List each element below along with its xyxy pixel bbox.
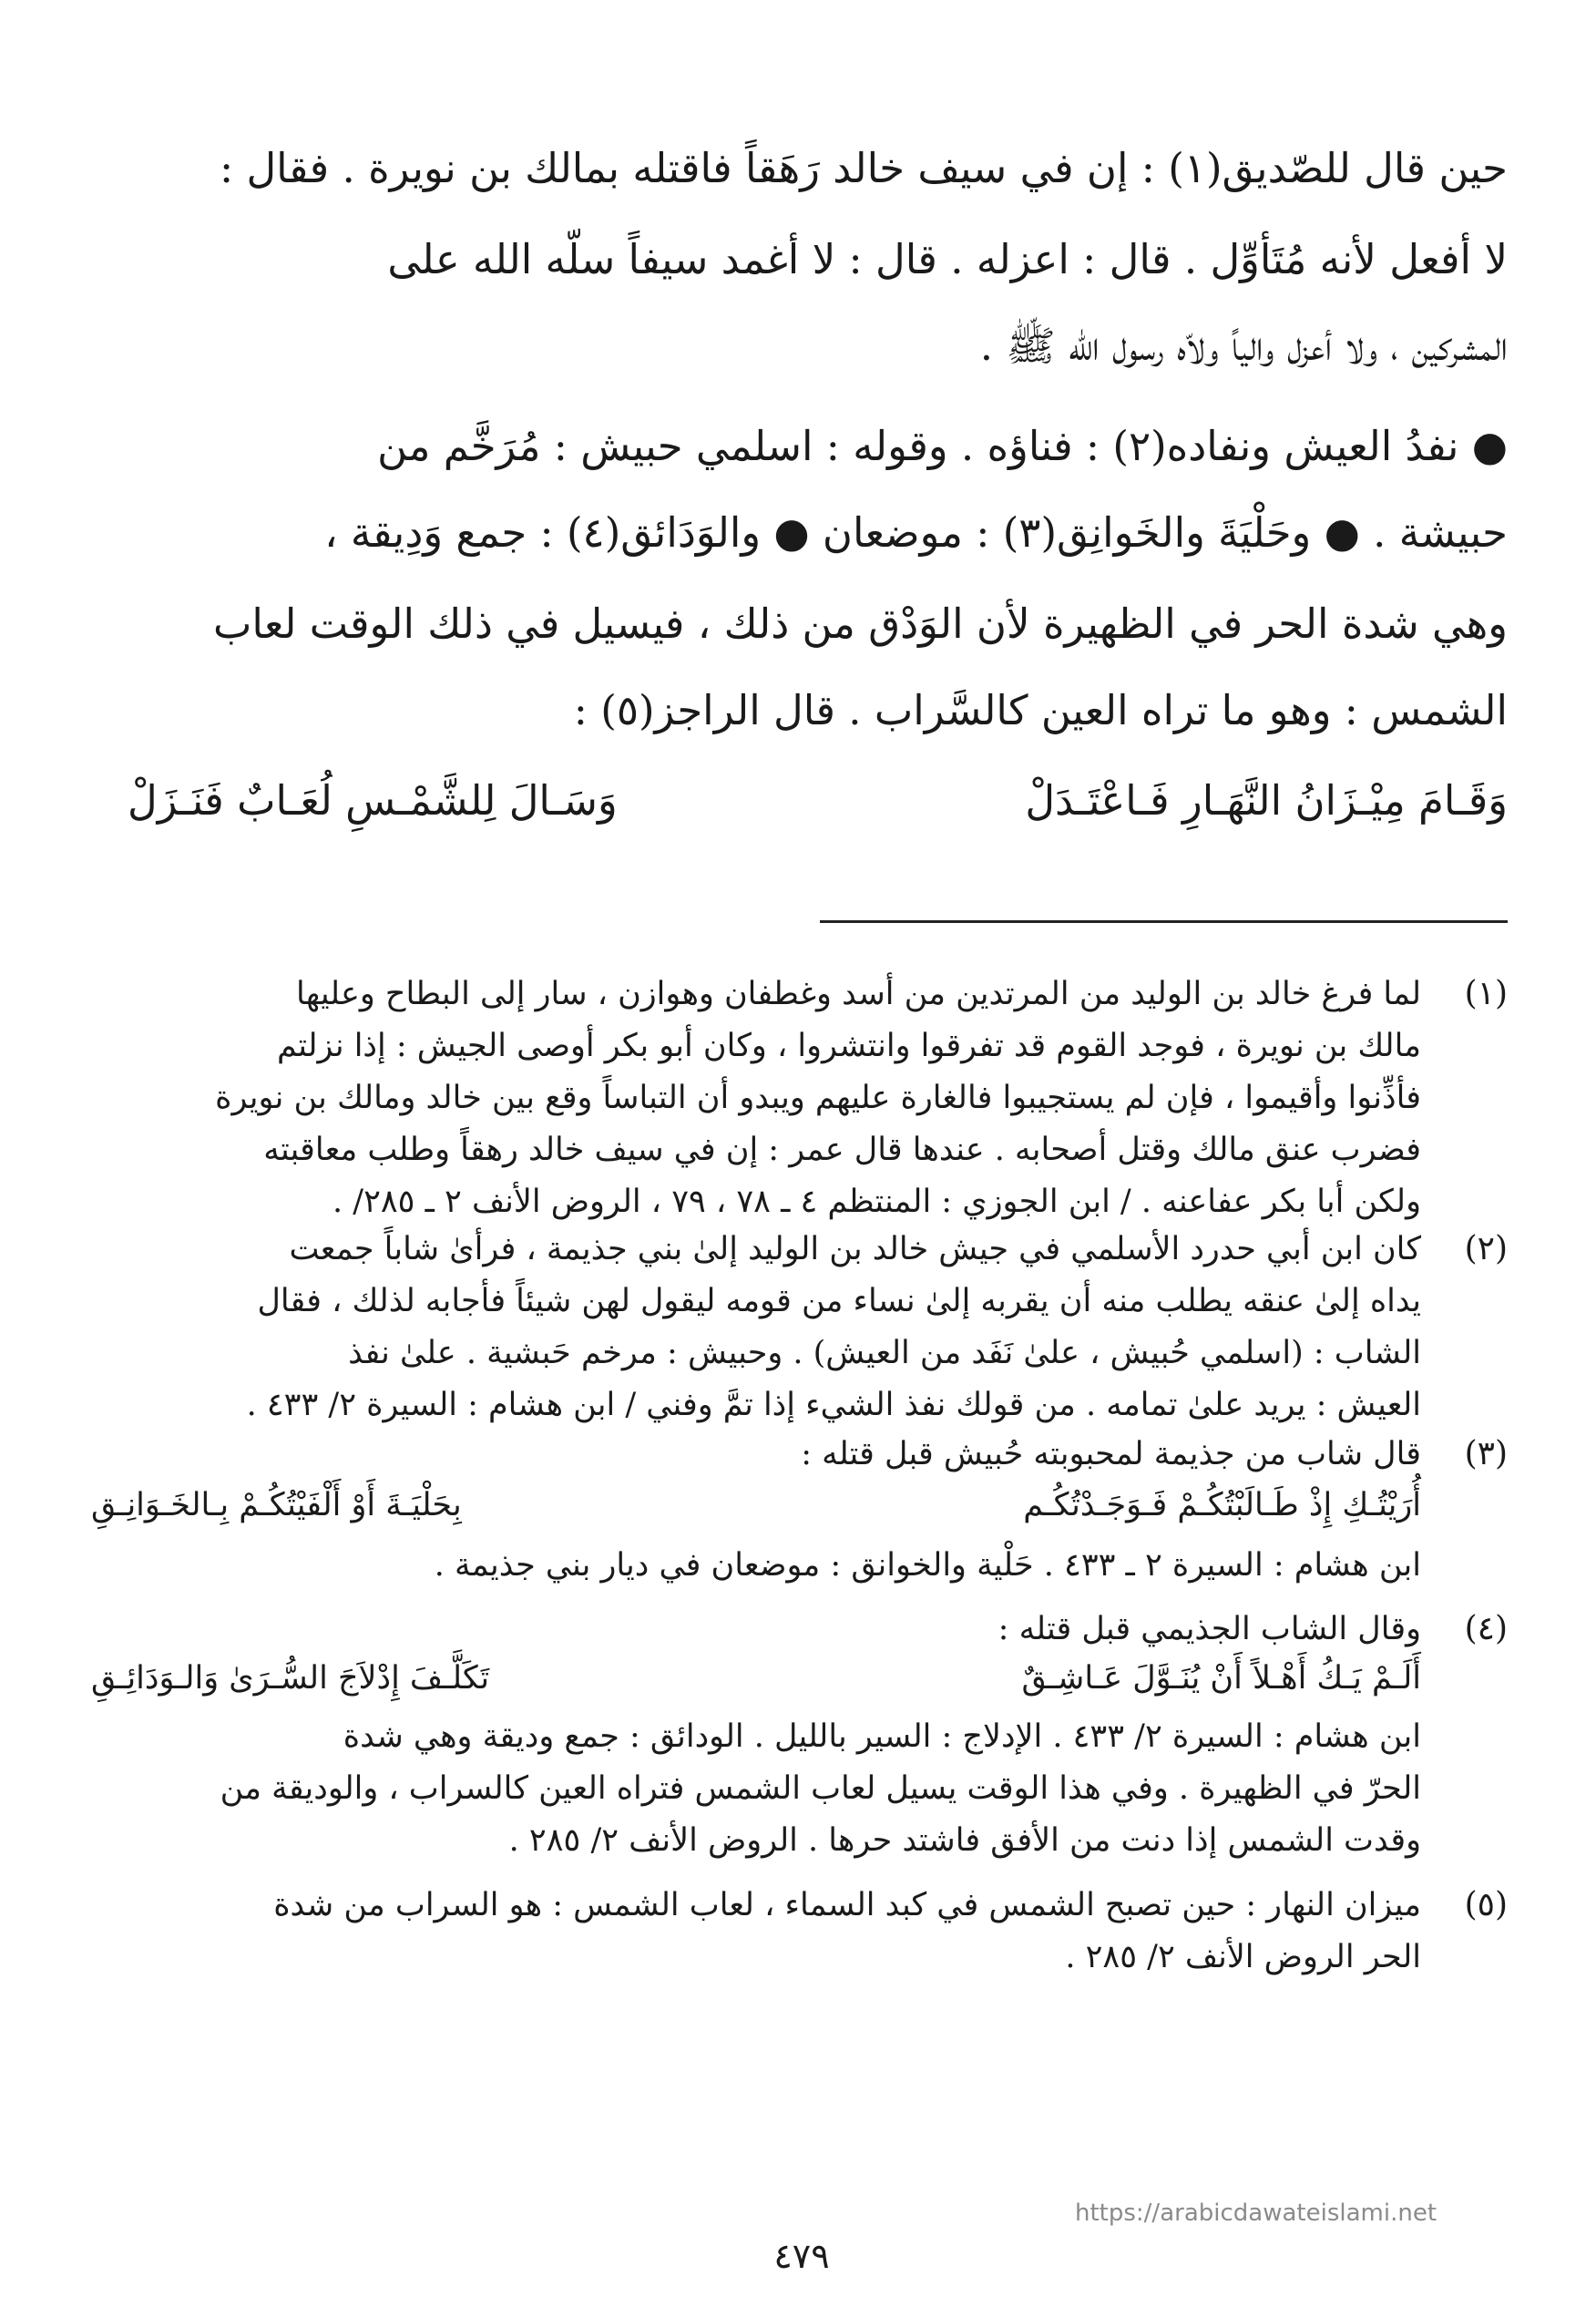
poem-first-hemistich: أَلَـمْ يَـكُ أَهْـلاً أَنْ يُنَـوَّلَ عَـاشِـقٌ xyxy=(1021,1660,1421,1697)
poem-first-hemistich: وَقَـامَ مِيْـزَانُ النَّهَـارِ فَـاعْتَـدَلْ xyxy=(1025,776,1508,825)
footnote-line: العيش : يريد علىٰ تمامه . من قولك نفذ الشيء إذا تمَّ وفني / ابن هشام : السيرة ٢/ ٤٣٣ . xyxy=(246,1387,1421,1423)
footnote-number: (٢) xyxy=(1464,1230,1508,1267)
footnote-line: كان ابن أبي حدرد الأسلمي في جيش خالد بن الوليد إلىٰ بني جذيمة ، فرأىٰ شاباً جمعت xyxy=(289,1231,1421,1267)
footnote-line: الحرّ في الظهيرة . وفي هذا الوقت يسيل لعاب الشمس فتراه العين كالسراب ، والوديقة من xyxy=(220,1770,1421,1807)
footnote-line: لما فرغ خالد بن الوليد من المرتدين من أسد وغطفان وهوازن ، سار إلى البطاح وعليها xyxy=(296,976,1421,1012)
footnote-line: الحر الروض الأنف ٢/ ٢٨٥ . xyxy=(1065,1939,1421,1975)
main-line: ● نفدُ العيش ونفاده(٢) : فناؤه . وقوله : اسلمي حبيش : مُرَخَّم من xyxy=(377,422,1508,470)
footnote-line: الشاب : (اسلمي حُبيش ، علىٰ نَفَد من العيش) . وحبيش : مرخم حَبشية . علىٰ نفذ xyxy=(348,1335,1421,1371)
footnote-line: فضرب عنق مالك وقتل أصحابه . عندها قال عمر : إن في سيف خالد رهقاً وطلب معاقبته xyxy=(263,1132,1421,1168)
poem-first-hemistich: أُرَيْتُـكِ إِذْ طَـالَبْتُكُـمْ فَـوَجَـدْتُكُـم xyxy=(1023,1487,1421,1523)
footnote-number: (٣) xyxy=(1464,1435,1508,1472)
main-line: لا أفعل لأنه مُتَأوِّل . قال : اعزله . قال : لا أغمد سيفاً سلّه الله على xyxy=(387,235,1508,283)
footnote-poem xyxy=(91,1660,1421,1706)
footnote-line: قال شاب من جذيمة لمحبوبته حُبيش قبل قتله : xyxy=(801,1436,1421,1472)
footnote-line: ابن هشام : السيرة ٢ ـ ٤٣٣ . حَلْية والخوانق : موضعان في ديار بني جذيمة . xyxy=(434,1547,1421,1584)
footnote-separator xyxy=(820,920,1508,923)
footnote-line: ميزان النهار : حين تصبح الشمس في كبد السماء ، لعاب الشمس : هو السراب من شدة xyxy=(273,1887,1421,1923)
main-line: الشمس : وهو ما تراه العين كالسَّراب . قال الراجز(٥) : xyxy=(573,686,1508,734)
main-line: المشركين ، ولا أعزل والياً ولاّه رسول الله ﷺ . xyxy=(979,322,1508,370)
poem-second-hemistich: تَكَلَّـفَ إِدْلاَجَ السُّـرَىٰ وَالـوَدَائِـقِ xyxy=(91,1660,490,1697)
main-line: حبيشة . ● وحَلْيَةَ والخَوانِق(٣) : موضعان ● والوَدَائق(٤) : جمع وَدِيقة ، xyxy=(324,508,1508,557)
poem-second-hemistich: بِحَلْيَـةَ أَوْ أَلْفَيْتُكُـمْ بِـالخَـوَانِـقِ xyxy=(91,1487,462,1523)
footnote-poem xyxy=(91,1487,1421,1533)
footnote-line: ابن هشام : السيرة ٢/ ٤٣٣ . الإدلاج : السير بالليل . الودائق : جمع وديقة وهي شدة xyxy=(343,1718,1421,1755)
watermark-url: https://arabicdawateislami.net xyxy=(1075,2200,1437,2227)
page-number: ٤٧٩ xyxy=(773,2236,830,2276)
footnote-line: يداه إلىٰ عنقه يطلب منه أن يقربه إلىٰ نساء من قومه ليقول لهن شيئاً فأجابه لذلك ، فقال xyxy=(257,1283,1421,1319)
main-line: حين قال للصّديق(١) : إن في سيف خالد رَهَقاً فاقتله بمالك بن نويرة . فقال : xyxy=(220,144,1508,192)
footnote-line: مالك بن نويرة ، فوجد القوم قد تفرقوا وانتشروا ، وكان أبو بكر أوصى الجيش : إذا نزلتم xyxy=(277,1028,1421,1064)
poem-second-hemistich: وَسَـالَ لِلشَّمْـسِ لُعَـابٌ فَنَـزَلْ xyxy=(128,776,618,825)
footnote-line: وقال الشاب الجذيمي قبل قتله : xyxy=(998,1611,1421,1647)
footnote-number: (٤) xyxy=(1464,1610,1508,1647)
footnote-line: ولكن أبا بكر عفاعنه . / ابن الجوزي : المنتظم ٤ ـ ٧٨ ، ٧٩ ، الروض الأنف ٢ ـ ٢٨٥/ . xyxy=(332,1184,1421,1220)
footnote-line: فأذِّنوا وأقيموا ، فإن لم يستجيبوا فالغارة عليهم ويبدو أن التباساً وقع بين خالد ومالك بن نويرة xyxy=(215,1080,1421,1116)
footnote-line: وقدت الشمس إذا دنت من الأفق فاشتد حرها . الروض الأنف ٢/ ٢٨٥ . xyxy=(508,1822,1421,1859)
footnote-number: (١) xyxy=(1464,975,1508,1012)
footnote-number: (٥) xyxy=(1464,1886,1508,1923)
main-line: وهي شدة الحر في الظهيرة لأن الوَدْق من ذلك ، فيسيل في ذلك الوقت لعاب xyxy=(212,600,1508,648)
